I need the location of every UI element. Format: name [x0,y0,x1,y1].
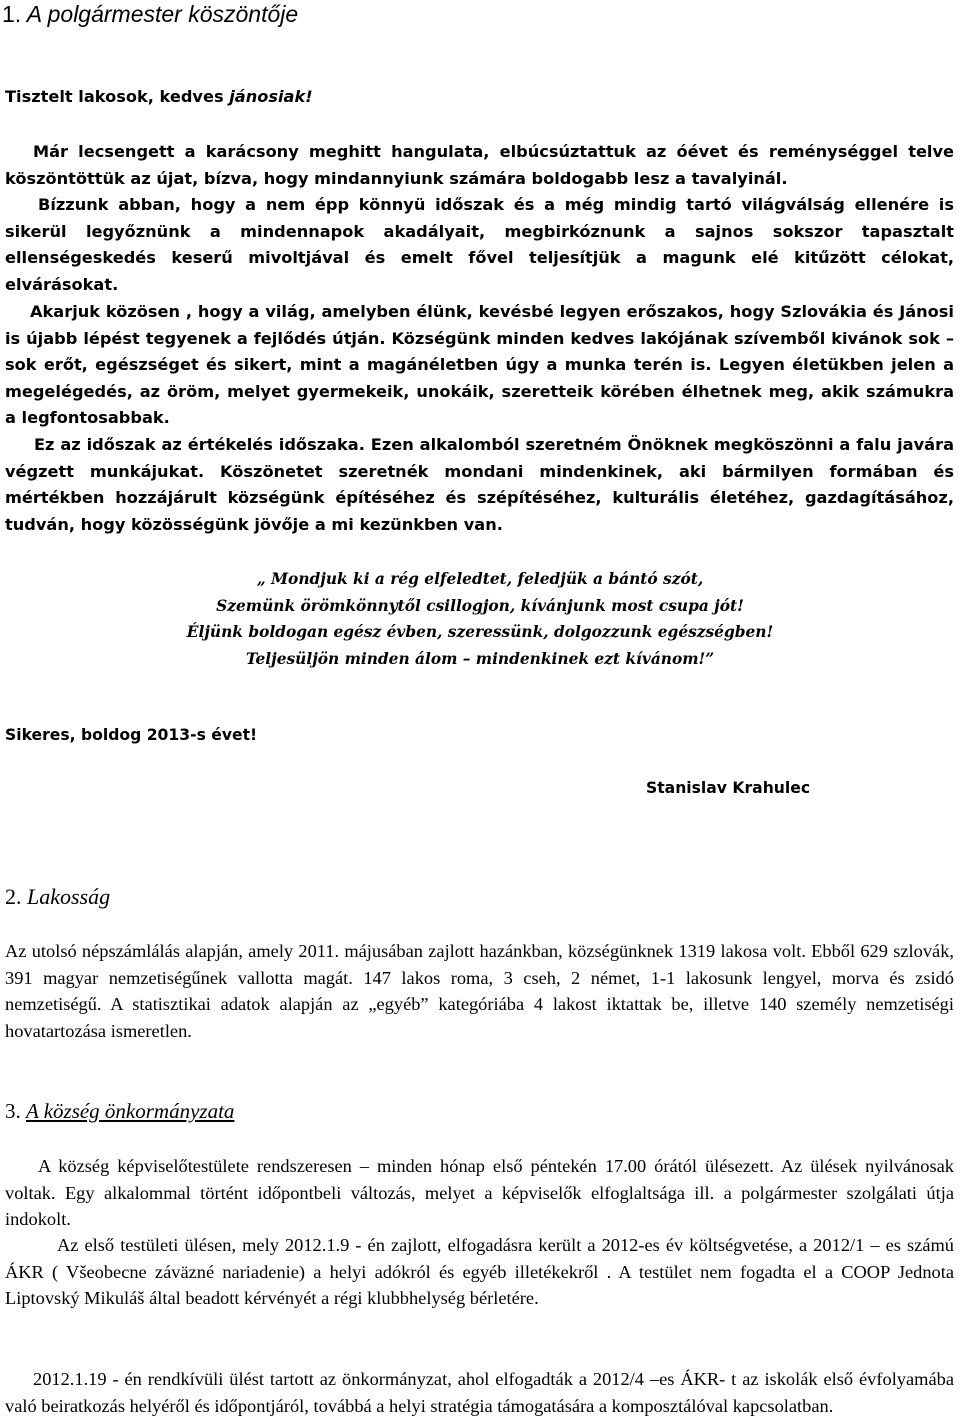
greeting-line [5,87,313,106]
poem-line: Teljesüljön minden álom – mindenkinek ezt kívánom!” [245,649,715,668]
paragraph-opening: Már lecsengett a karácsony meghitt hangulata, elbúcsúztattuk az óévet és reménységgel telve köszöntöttük az újat, bízva, hogy mindannyiunk számára boldogabb lesz a tavalyinál. [5,142,954,188]
heading-population [5,884,110,910]
heading-municipality [5,1099,234,1124]
poem-line: „ Mondjuk ki a rég elfeledtet, feledjük a bántó szót, [256,570,704,588]
paragraph-wishes: Akarjuk közösen , hogy a világ, amelyben élünk, kevésbé legyen erőszakos, hogy Szlovákia és Jánosi is újabb lépést tegyenek a fejlődés útján. Községünk minden kedves lakójának szívemből kivánok sok – sok erőt, egészséget és sikert, mint a magánéletben úgy a munka terén is. Legyen életükben jelen a megelégedés, az öröm, melyet gyermekeik, unokáik, szeretteik körében élhetnek meg, akik számukra a legfontosabbak. [5,302,954,428]
heading-title: Lakosság [27,884,111,909]
paragraph-first-meeting: Az első testületi ülésen, mely 2012.1.9 - én zajlott, elfogadásra került a 2012-es év költségvetése, a 2012/1 – es számú ÁKR ( Všeobecne záväzné nariadenie) a helyi adókról és egyéb illetékekről . A testület nem fogadta el a COOP Jednota Liptovský Mikuláš által beadott kérvényét a régi klubbhelység bérletére. [5,1235,954,1309]
signature: Stanislav Krahulec [646,779,811,797]
heading-number: 3. [5,1099,21,1123]
paragraph-council-meetings: A község képviselőtestülete rendszeresen – minden hónap első péntekén 17.00 órától ülésezett. Az ülések nyilvánosak voltak. Egy alkalommal történt időpontbeli változás, melyet a képviselők elfoglaltsága ill. a polgármester szolgálati útja indokolt. [5,1156,954,1230]
new-year-wish: Sikeres, boldog 2013-s évet! [5,726,258,744]
poem-line: Szemünk örömkönnytől csillogjon, kívánjunk most csupa jót! [216,596,744,615]
paragraph-thanks: Ez az időszak az értékelés időszaka. Ezen alkalomból szeretném Önöknek megköszönni a falu javára végzett munkájukat. Köszönetet szeretnék mondani mindenkinek, aki bármilyen formában és mértékben hozzájárult községünk építéséhez és szépítéséhez, kulturális életéhez, gazdagításához, tudván, hogy közösségünk jövője a mi kezünkben van. [5,435,954,534]
heading-mayor-greeting [2,1,298,28]
heading-title: A község önkormányzata [26,1099,235,1123]
greeting-text: Tisztelt lakosok, kedves [5,87,230,106]
heading-number: 1. [2,1,22,27]
poem-line: Éljünk boldogan egész évben, szeressünk, dolgozzunk egészségben! [186,623,774,642]
heading-number: 2. [5,884,22,909]
paragraph-extraordinary-meeting: 2012.1.19 - én rendkívüli ülést tartott az önkormányzat, ahol elfogadták a 2012/4 –es ÁKR- t az iskolák első évfolyamába való beiratkozás helyéről és időpontjáról, továbbá a helyi stratégia támogatására a komposztálóval kapcsolatban. [5,1369,954,1416]
poem [0,566,960,672]
paragraph-trust: Bízzunk abban, hogy a nem épp könnyü időszak és a még mindig tartó világválság ellenére is sikerül legyőznünk a mindennapok akadályait, megbirkóznunk a sajnos sokszor tapasztalt ellenségeskedés keserű mivoltjával és emelt fővel teljesítjük a magunk elé kitűzött célokat, elvárásokat. [5,195,954,294]
paragraph-population: Az utolsó népszámlálás alapján, amely 2011. májusában zajlott hazánkban, községünknek 1319 lakosa volt. Ebből 629 szlovák, 391 magyar nemzetiségűnek vallotta magát. 147 lakos roma, 3 cseh, 2 német, 1-1 lakosunk lengyel, morva és zsidó nemzetiségű. A statisztikai adatok alapján az „egyéb” kategóriába 4 lakost iktattak be, illetve 140 személy nemzetiségi hovatartozása ismeretlen. [5,941,954,1041]
heading-title: A polgármester köszöntője [26,1,299,27]
greeting-emphasis: jánosiak! [229,87,313,106]
